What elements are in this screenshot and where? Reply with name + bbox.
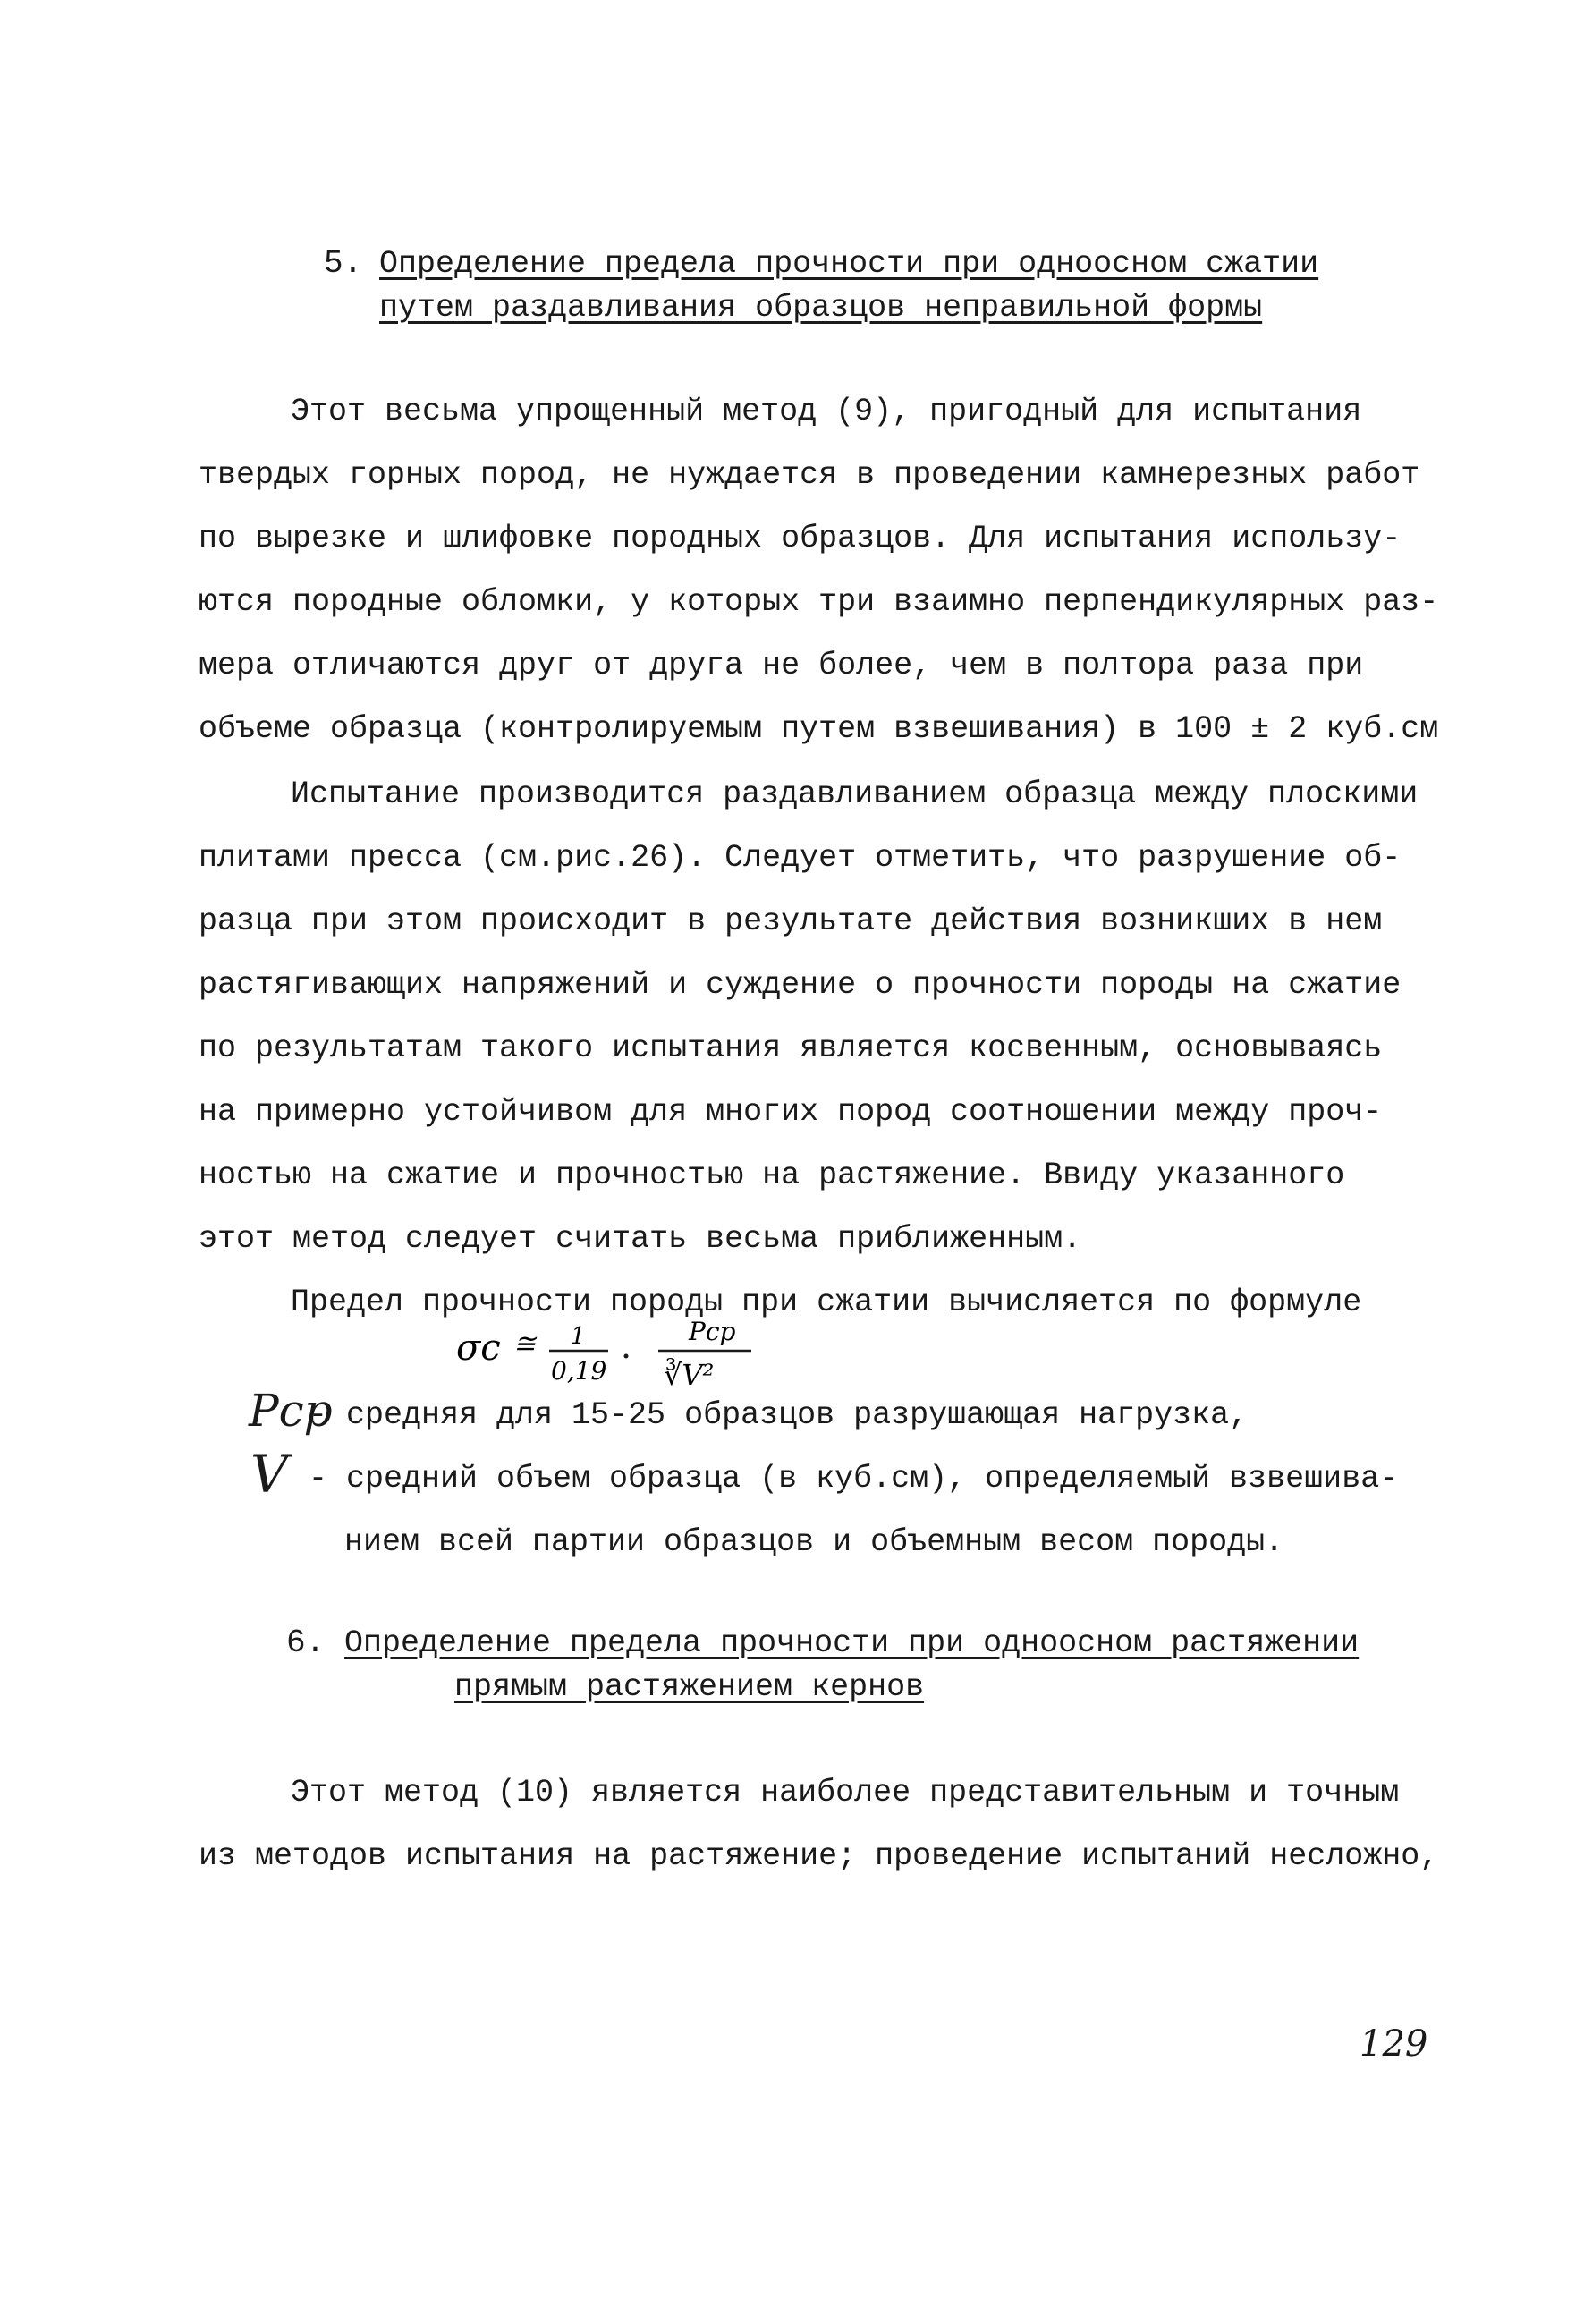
- formula-den1: 0,19: [551, 1356, 607, 1386]
- section6-number: 6.: [286, 1624, 326, 1661]
- v-symbol: V: [250, 1444, 288, 1505]
- paragraph-line: этот метод следует считать весьма приближенным.: [199, 1221, 1082, 1257]
- paragraph-line: Испытание производится раздавливанием образца между плоскими: [291, 776, 1419, 812]
- formula: [438, 1313, 778, 1390]
- paragraph-line: ются породные обломки, у которых три взаимно перпендикулярных раз-: [199, 584, 1439, 620]
- paragraph-line: на примерно устойчивом для многих пород соотношении между проч-: [199, 1094, 1383, 1130]
- paragraph-line: разца при этом происходит в результате действия возникших в нем: [199, 903, 1383, 939]
- page-number: 129: [1360, 2023, 1428, 2065]
- formula-lhs: σc: [456, 1327, 501, 1369]
- formula-num1: 1: [571, 1323, 586, 1350]
- paragraph-line: по результатам такого испытания является косвенным, основываясь: [199, 1031, 1383, 1066]
- formula-num2: Pср: [689, 1317, 736, 1346]
- formula-op: ≅: [513, 1328, 537, 1360]
- paragraph-line: ностью на сжатие и прочностью на растяжение. Ввиду указанного: [199, 1158, 1345, 1193]
- section6-title-line1: Определение предела прочности при одноосном растяжении: [344, 1625, 1360, 1661]
- paragraph-line: растягивающих напряжений и суждение о прочности породы на сжатие: [199, 967, 1402, 1003]
- section5-title-line2: путем раздавливания образцов неправильной формы: [379, 290, 1263, 326]
- paragraph-line: мера отличаются друг от друга не более, чем в полтора раза при: [199, 648, 1364, 683]
- paragraph-line: плитами пресса (см.рис.26). Следует отметить, что разрушение об-: [199, 840, 1402, 876]
- formula-den2: ∛V²: [664, 1358, 715, 1390]
- paragraph-line: Этот весьма упрощенный метод (9), пригодный для испытания: [291, 394, 1362, 429]
- dot-operator: [624, 1354, 629, 1359]
- section5-title-line1: Определение предела прочности при одноосном сжатии: [379, 246, 1319, 282]
- paragraph-line: по вырезке и шлифовке породных образцов. Для испытания использу-: [199, 521, 1402, 556]
- p-symbol: Pср: [249, 1385, 333, 1437]
- paragraph-line: твердых горных пород, не нуждается в проведении камнерезных работ: [199, 457, 1420, 493]
- paragraph-line: Этот метод (10) является наиболее представительным и точным: [291, 1775, 1400, 1811]
- section6-title-line2: прямым растяжением кернов: [454, 1669, 925, 1705]
- v-description-line2: нием всей партии образцов и объемным весом породы.: [344, 1524, 1284, 1560]
- p-description: - средняя для 15-25 образцов разрушающая нагрузка,: [309, 1397, 1249, 1433]
- v-description-line1: - средний объем образца (в куб.см), определяемый взвешива-: [309, 1461, 1399, 1497]
- paragraph-line: из методов испытания на растяжение; проведение испытаний несложно,: [199, 1838, 1439, 1874]
- section5-number: 5.: [324, 245, 363, 282]
- paragraph-line: объеме образца (контролируемым путем взвешивания) в 100 ± 2 куб.см: [199, 711, 1439, 747]
- paragraph-line: Предел прочности породы при сжатии вычисляется по формуле: [291, 1285, 1362, 1320]
